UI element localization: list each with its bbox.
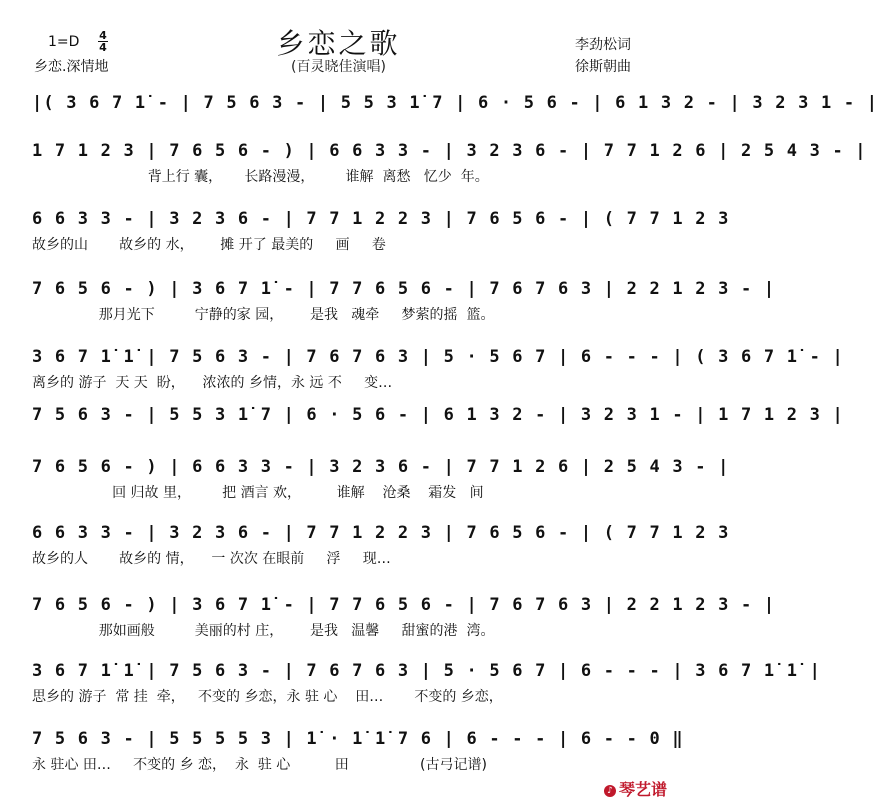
lyric-line: 回 归故 里， 把 酒言 欢， 谁解 沧桑 霜发 间 xyxy=(32,485,484,501)
key-signature: 1=D xyxy=(48,34,80,50)
notation-line: 3 6 7 1̇ 1̇ | 7 5 6 3 - | 7 6 7 6 3 | 5 · 5 6 7 | 6 - - - | ( 3 6 7 1̇ - | xyxy=(32,347,844,367)
site-watermark xyxy=(604,777,667,800)
notation-line: 1 7 1 2 3 | 7 6 5 6 - ) | 6 6 3 3 - | 3 2 3 6 - | 7 7 1 2 6 | 2 5 4 3 - | xyxy=(32,141,867,161)
composer-credit: 徐斯朝曲 xyxy=(575,59,631,75)
lyric-line: 那月光下 宁静的家 园， 是我 魂牵 梦萦的摇 篮。 xyxy=(32,307,495,323)
lyric-line: 永 驻心 田… 不变的 乡 恋， 永 驻 心 田 (古弓记谱) xyxy=(32,757,487,773)
notation-line: 7 5 6 3 - | 5 5 3 1̇ 7 | 6 · 5 6 - | 6 1 3 2 - | 3 2 3 1 - | 1 7 1 2 3 | xyxy=(32,405,844,425)
notation-line: 6 6 3 3 - | 3 2 3 6 - | 7 7 1 2 2 3 | 7 6 5 6 - | ( 7 7 1 2 3 xyxy=(32,523,730,543)
time-signature xyxy=(96,30,110,53)
lyric-line: 离乡的 游子 天 天 盼， 浓浓的 乡情，永 远 不 变… xyxy=(32,375,393,391)
lyric-line: 故乡的人 故乡的 情， 一 次次 在眼前 浮 现… xyxy=(32,551,391,567)
notation-line: 7 6 5 6 - ) | 3 6 7 1̇ - | 7 7 6 5 6 - | 7 6 7 6 3 | 2 2 1 2 3 - | xyxy=(32,279,776,299)
song-title: 乡恋之歌 xyxy=(276,27,401,60)
lyric-line: 思乡的 游子 常 挂 牵， 不变的 乡恋，永 驻 心 田… 不变的 乡恋， xyxy=(32,689,503,705)
notation-line: 7 6 5 6 - ) | 3 6 7 1̇ - | 7 7 6 5 6 - | 7 6 7 6 3 | 2 2 1 2 3 - | xyxy=(32,595,776,615)
notation-line: 6 6 3 3 - | 3 2 3 6 - | 7 7 1 2 2 3 | 7 6 5 6 - | ( 7 7 1 2 3 xyxy=(32,209,730,229)
time-signature-top: 4 xyxy=(99,29,107,42)
notation-line: |( 3 6 7 1̇ - | 7 5 6 3 - | 5 5 3 1̇ 7 | 6 · 5 6 - | 6 1 3 2 - | 3 2 3 1 - | xyxy=(32,93,878,113)
notation-line: 7 6 5 6 - ) | 6 6 3 3 - | 3 2 3 6 - | 7 7 1 2 6 | 2 5 4 3 - | xyxy=(32,457,730,477)
notation-line: 7 5 6 3 - | 5 5 5 5 3 | 1̇ · 1̇ 1̇ 7 6 | 6 - - - | 6 - - 0 ‖ xyxy=(32,729,684,749)
lyric-line: 故乡的山 故乡的 水， 摊 开了 最美的 画 卷 xyxy=(32,237,386,253)
notation-line: 3 6 7 1̇ 1̇ | 7 5 6 3 - | 7 6 7 6 3 | 5 · 5 6 7 | 6 - - - | 3 6 7 1̇ 1̇ | xyxy=(32,661,822,681)
time-signature-bottom: 4 xyxy=(99,41,107,54)
lyric-line: 背上行 囊， 长路漫漫， 谁解 离愁 忆少 年。 xyxy=(32,169,489,185)
lyric-line: 那如画般 美丽的村 庄， 是我 温馨 甜蜜的港 湾。 xyxy=(32,623,495,639)
lyricist-credit: 李劲松词 xyxy=(575,37,631,53)
watermark-text: 琴艺谱 xyxy=(618,780,667,799)
tempo-mood: 乡恋.深情地 xyxy=(34,59,109,75)
song-subtitle: (百灵晓佳演唱) xyxy=(291,59,386,75)
music-note-icon: ♪ xyxy=(604,785,616,797)
